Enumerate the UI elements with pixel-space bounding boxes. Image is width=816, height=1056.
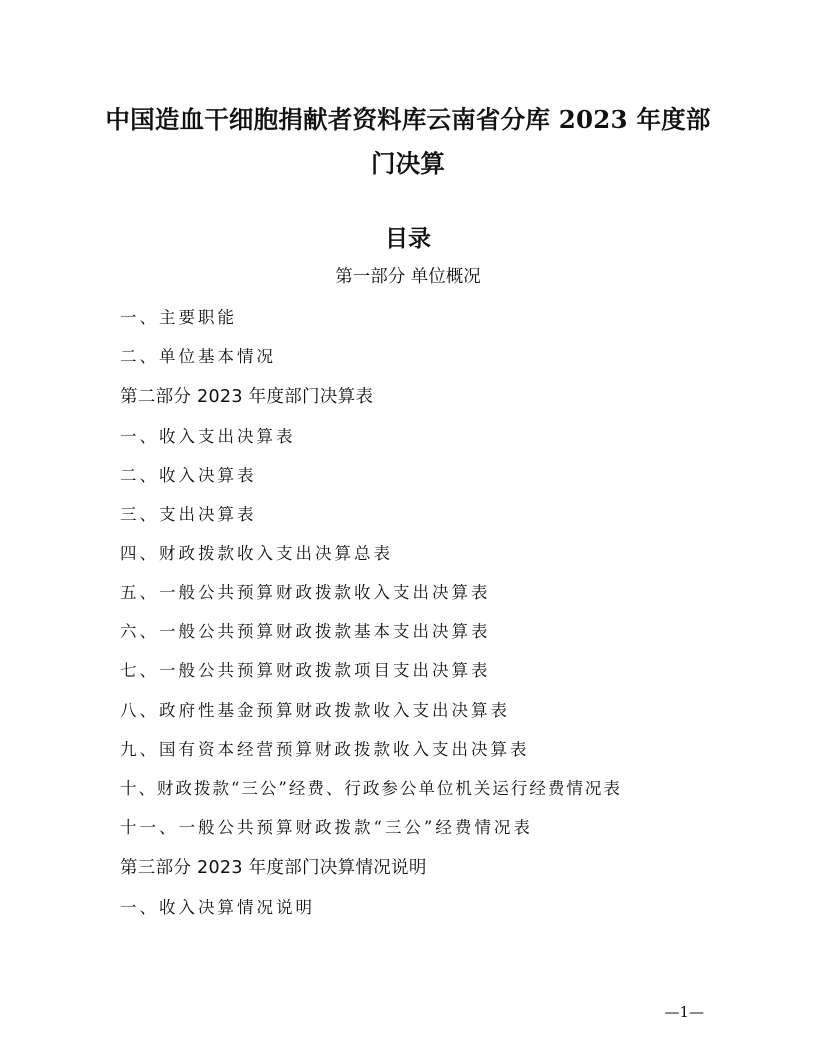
document-title: [100, 98, 716, 186]
toc-item-general-budget-income-expenditure: 五、一般公共预算财政拨款收入支出决算表: [120, 583, 491, 602]
toc-item-general-budget-basic-expenditure: 六、一般公共预算财政拨款基本支出决算表: [120, 622, 491, 641]
toc-item-expenditure-table: 三、支出决算表: [120, 505, 257, 524]
toc-heading: 目录: [385, 226, 431, 252]
document-title-line-1: 中国造血干细胞捐献者资料库云南省分库 2023 年度部: [105, 105, 711, 134]
toc-item-three-public-expenses: 十、财政拨款“三公”经费、行政参公单位机关运行经费情况表: [120, 779, 622, 798]
toc-item-fiscal-summary-table: 四、财政拨款收入支出决算总表: [120, 544, 393, 563]
toc-item-main-functions: 一、主要职能: [120, 308, 237, 327]
toc-part-2-heading: 第二部分 2023 年度部门决算表: [120, 387, 374, 407]
toc-item-income-expenditure-table: 一、收入支出决算表: [120, 427, 296, 446]
toc-item-state-capital-budget: 九、国有资本经营预算财政拨款收入支出决算表: [120, 740, 530, 759]
toc-item-government-fund-budget: 八、政府性基金预算财政拨款收入支出决算表: [120, 701, 510, 720]
toc-item-income-explanation: 一、收入决算情况说明: [120, 898, 315, 917]
toc-item-unit-basic-info: 二、单位基本情况: [120, 347, 276, 366]
document-title-line-2: 门决算: [370, 149, 446, 178]
toc-part-3-heading: 第三部分 2023 年度部门决算情况说明: [120, 858, 427, 878]
toc-item-income-table: 二、收入决算表: [120, 466, 257, 485]
page-number: —1—: [664, 1003, 704, 1021]
toc-item-general-budget-three-public: 十一、一般公共预算财政拨款“三公”经费情况表: [120, 818, 533, 837]
toc-part-1-heading: 第一部分 单位概况: [335, 267, 481, 287]
toc-item-general-budget-project-expenditure: 七、一般公共预算财政拨款项目支出决算表: [120, 661, 491, 680]
